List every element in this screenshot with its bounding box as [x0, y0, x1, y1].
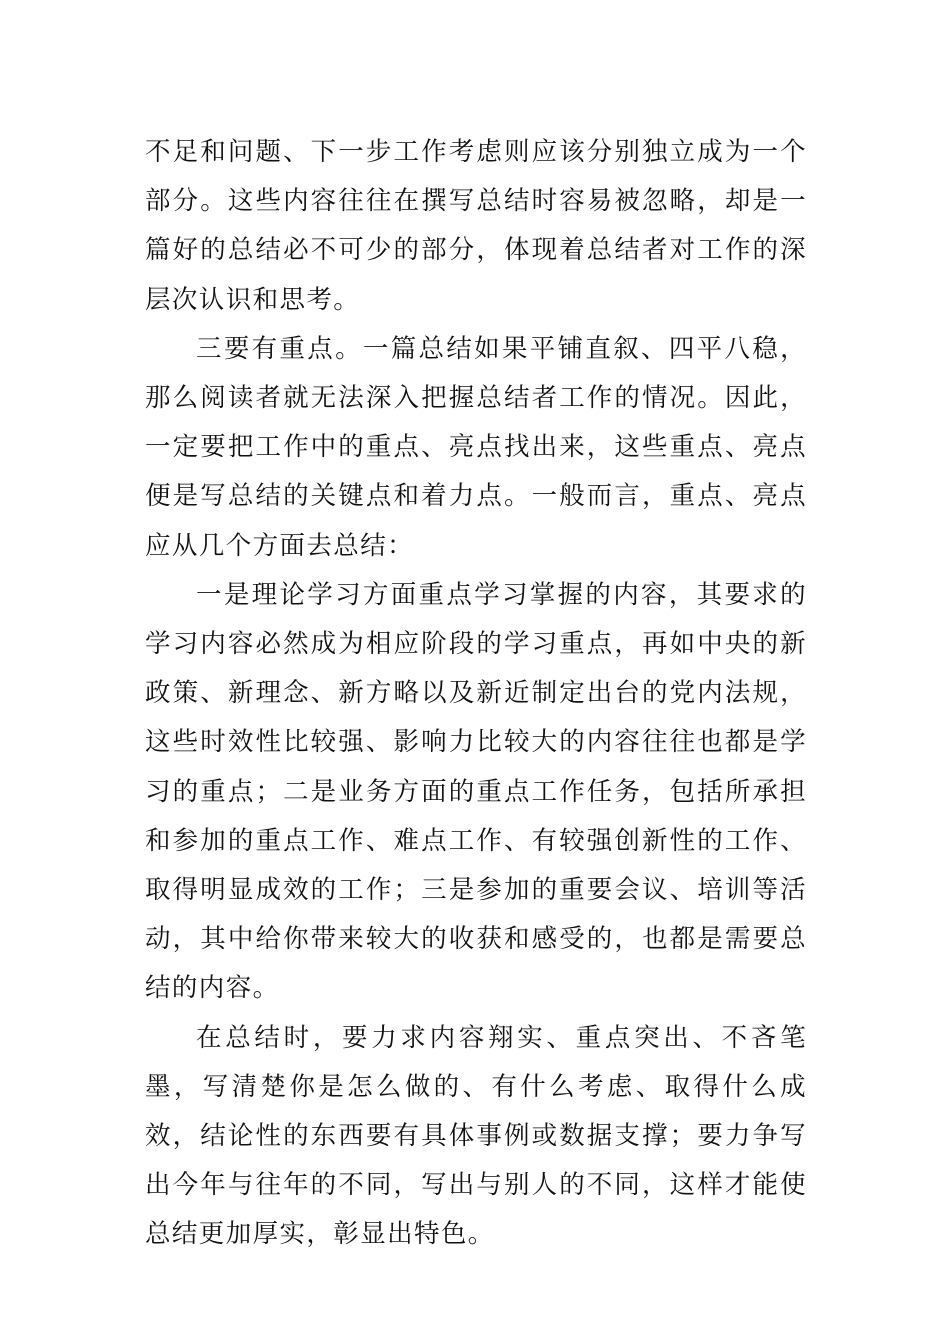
- document-body: [145, 128, 807, 1260]
- paragraph-writing-advice: 在总结时，要力求内容翔实、重点突出、不吝笔墨，写清楚你是怎么做的、有什么考虑、取得什么成效，结论性的东西要有具体事例或数据支撑；要力争写出今年与往年的不同，写出与别人的不同，这样才能使总结更加厚实，彰显出特色。: [145, 1022, 807, 1250]
- paragraph-key-points: 三要有重点。一篇总结如果平铺直叙、四平八稳，那么阅读者就无法深入把握总结者工作的情况。因此，一定要把工作中的重点、亮点找出来，这些重点、亮点便是写总结的关键点和着力点。一般而言，重点、亮点应从几个方面去总结：: [145, 333, 807, 561]
- paragraph-continuation: 不足和问题、下一步工作考虑则应该分别独立成为一个部分。这些内容往往在撰写总结时容易被忽略，却是一篇好的总结必不可少的部分，体现着总结者对工作的深层次认识和思考。: [145, 137, 807, 315]
- paragraph-focus-areas: 一是理论学习方面重点学习掌握的内容，其要求的学习内容必然成为相应阶段的学习重点，再如中央的新政策、新理念、新方略以及新近制定出台的党内法规，这些时效性比较强、影响力比较大的内容往往也都是学习的重点；二是业务方面的重点工作任务，包括所承担和参加的重点工作、难点工作、有较强创新性的工作、取得明显成效的工作；三是参加的重要会议、培训等活动，其中给你带来较大的收获和感受的，也都是需要总结的内容。: [145, 579, 807, 1004]
